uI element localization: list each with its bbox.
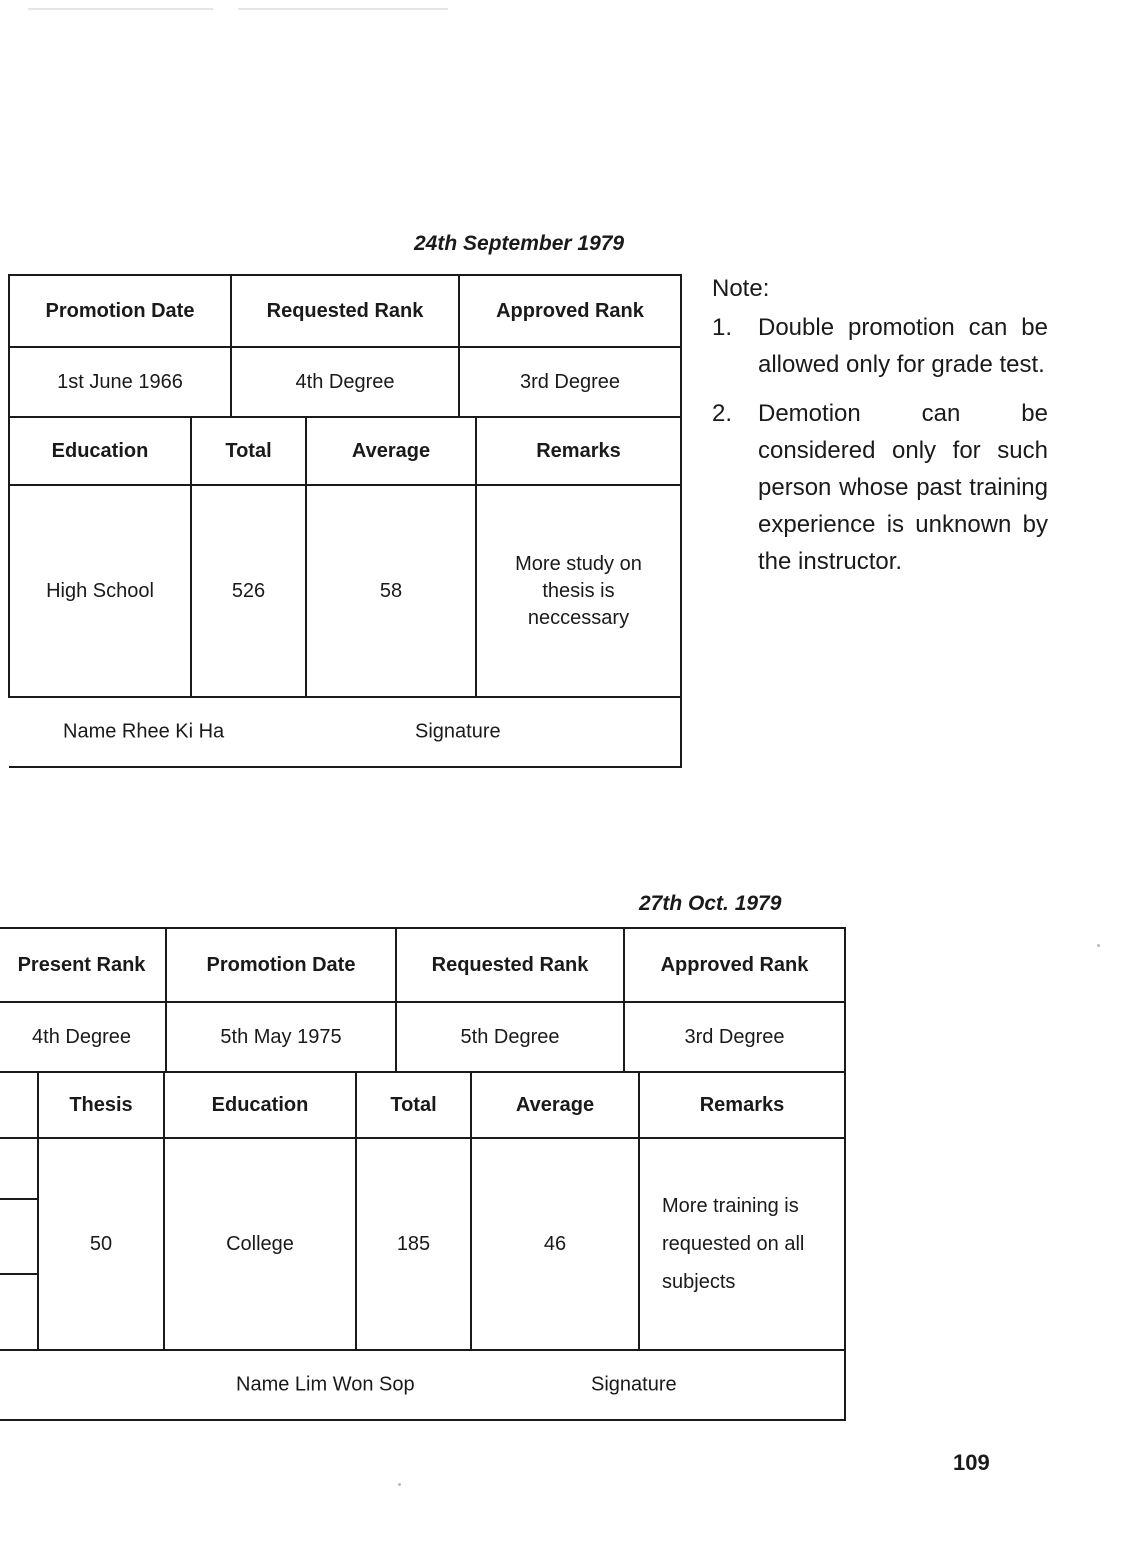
note-item-number: 2. <box>712 400 733 427</box>
form1-signature: Signature <box>415 720 501 743</box>
average-value: 46 <box>471 1138 639 1350</box>
note-item <box>712 309 1048 383</box>
header-average: Average <box>471 1072 639 1138</box>
note-item-text: Double promotion can be allowed only for grade test. <box>758 314 1048 378</box>
header-remarks: Remarks <box>476 417 681 485</box>
header-remarks: Remarks <box>639 1072 845 1138</box>
cut-off-column <box>0 1072 38 1138</box>
approved-rank-value: 3rd Degree <box>459 347 681 417</box>
form2-bottom-table <box>0 1071 846 1421</box>
page-number: 109 <box>953 1450 990 1475</box>
header-total: Total <box>356 1072 471 1138</box>
note-item-text: Demotion can be considered only for such person whose past training experience is unknown by the instructor. <box>758 400 1048 575</box>
edge-rule <box>0 1198 38 1200</box>
header-thesis: Thesis <box>38 1072 164 1138</box>
scan-speck <box>398 1483 401 1486</box>
header-requested-rank: Requested Rank <box>396 928 624 1002</box>
note-block <box>712 270 1048 580</box>
approved-rank-value: 3rd Degree <box>624 1002 845 1072</box>
header-promotion-date: Promotion Date <box>9 275 231 347</box>
header-education: Education <box>164 1072 356 1138</box>
edge-rule <box>0 1273 38 1275</box>
education-value: High School <box>9 485 191 697</box>
header-approved-rank: Approved Rank <box>459 275 681 347</box>
scan-smudge <box>28 8 213 10</box>
remarks-value: More study on thesis is neccessary <box>476 485 681 697</box>
header-total: Total <box>191 417 306 485</box>
form2-footer <box>0 1350 845 1420</box>
form2-date: 27th Oct. 1979 <box>639 892 782 915</box>
education-value: College <box>164 1138 356 1350</box>
header-average: Average <box>306 417 476 485</box>
scan-smudge <box>238 8 448 10</box>
note-title: Note: <box>712 275 770 302</box>
remarks-value: More training is requested on all subjects <box>639 1138 845 1350</box>
form1-date: 24th September 1979 <box>414 232 625 255</box>
form2-name: Name Lim Won Sop <box>236 1373 415 1396</box>
form2-top-table <box>0 927 846 1073</box>
present-rank-value: 4th Degree <box>0 1002 166 1072</box>
note-item-number: 1. <box>712 314 733 341</box>
promotion-date-value: 1st June 1966 <box>9 347 231 417</box>
average-value: 58 <box>306 485 476 697</box>
scan-speck <box>1097 944 1100 947</box>
header-requested-rank: Requested Rank <box>231 275 459 347</box>
form1-name: Name Rhee Ki Ha <box>63 720 225 743</box>
cut-off-column <box>0 1138 38 1350</box>
header-approved-rank: Approved Rank <box>624 928 845 1002</box>
header-education: Education <box>9 417 191 485</box>
total-value: 526 <box>191 485 306 697</box>
header-promotion-date: Promotion Date <box>166 928 396 1002</box>
thesis-value: 50 <box>38 1138 164 1350</box>
form1-footer <box>9 697 681 767</box>
total-value: 185 <box>356 1138 471 1350</box>
header-present-rank: Present Rank <box>0 928 166 1002</box>
form2-signature: Signature <box>591 1373 677 1396</box>
requested-rank-value: 4th Degree <box>231 347 459 417</box>
form1-bottom-table <box>8 416 682 768</box>
note-item <box>712 395 1048 580</box>
form1-top-table <box>8 274 682 418</box>
requested-rank-value: 5th Degree <box>396 1002 624 1072</box>
promotion-date-value: 5th May 1975 <box>166 1002 396 1072</box>
